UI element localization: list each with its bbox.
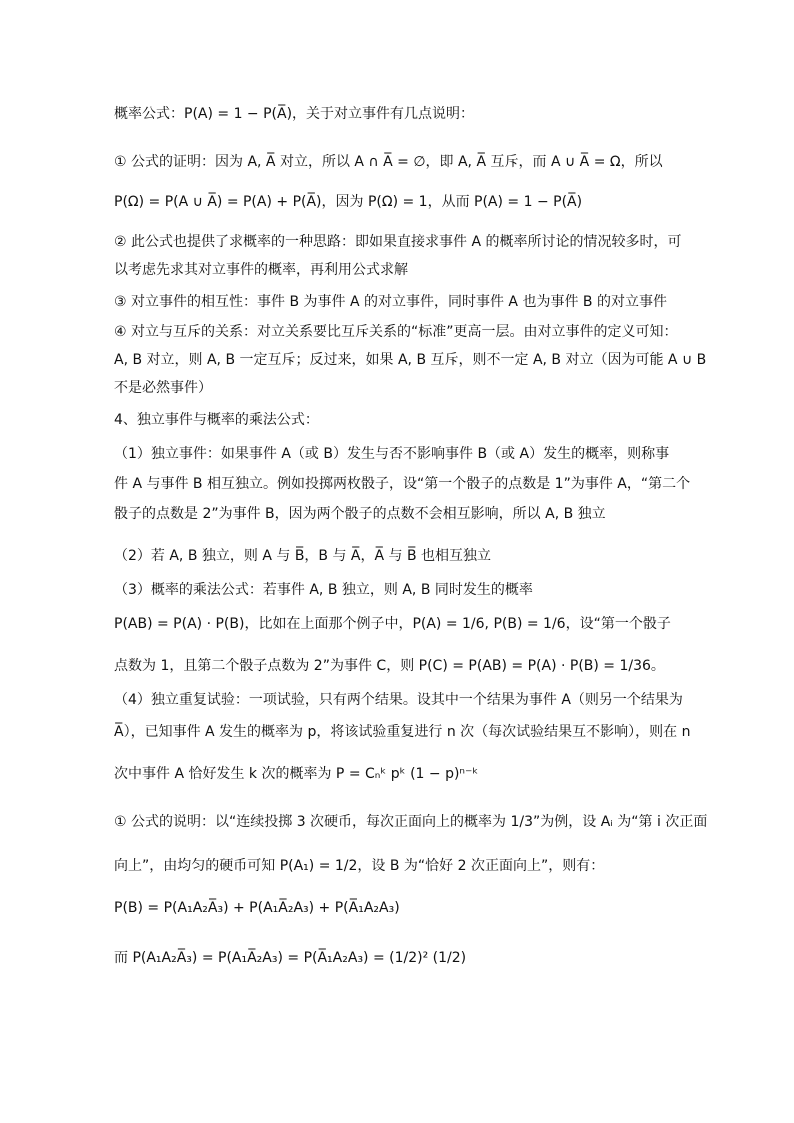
- text-line: （4）独立重复试验：一项试验，只有两个结果。设其中一个结果为事件 A（则另一个结果为: [114, 692, 683, 708]
- text-line: 以考虑先求其对立事件的概率，再利用公式求解: [114, 262, 408, 278]
- text-line: 概率公式：P(A) = 1 − P(A̅)，关于对立事件有几点说明：: [114, 106, 475, 122]
- formula-line: ① 公式的说明：以“连续投掷 3 次硬币，每次正面向上的概率为 1/3”为例，设 Aᵢ 为“第 i 次正面: [114, 814, 708, 830]
- text-line: A̅），已知事件 A 发生的概率为 p，将该试验重复进行 n 次（每次试验结果互不影响），则在 n: [114, 724, 691, 740]
- text-line: 件 A 与事件 B 相互独立。例如投掷两枚骰子，设“第一个骰子的点数是 1”为事件 A，“第二个: [114, 476, 691, 492]
- text-line: ① 公式的证明：因为 A, A̅ 对立，所以 A ∩ A̅ = ∅，即 A, A̅ 互斥，而 A ∪ A̅ = Ω，所以: [114, 154, 663, 170]
- text-line: （2）若 A, B 独立，则 A 与 B̅，B 与 A̅，A̅ 与 B̅ 也相互独立: [114, 548, 492, 564]
- formula-line: 向上”，由均匀的硬币可知 P(A₁) = 1/2，设 B 为“恰好 2 次正面向上”，则有：: [114, 858, 605, 874]
- text-line: 骰子的点数是 2”为事件 B，因为两个骰子的点数不会相互影响，所以 A, B 独立: [114, 506, 606, 522]
- text-line: （1）独立事件：如果事件 A（或 B）发生与否不影响事件 B（或 A）发生的概率，则称事: [114, 446, 670, 462]
- text-line: A, B 对立，则 A, B 一定互斥；反过来，如果 A, B 互斥，则不一定 A, B 对立（因为可能 A ∪ B: [114, 352, 707, 368]
- formula-line: 而 P(A₁A₂A̅₃) = P(A₁A̅₂A₃) = P(A̅₁A₂A₃) = (1/2)² (1/2): [114, 950, 467, 966]
- section-heading: 4、独立事件与概率的乘法公式：: [114, 412, 319, 428]
- text-line: P(Ω) = P(A ∪ A̅) = P(A) + P(A̅)，因为 P(Ω) = 1，从而 P(A) = 1 − P(A̅): [114, 194, 583, 210]
- text-line: （3）概率的乘法公式：若事件 A, B 独立，则 A, B 同时发生的概率: [114, 582, 533, 598]
- text-line: ③ 对立事件的相互性：事件 B 为事件 A 的对立事件，同时事件 A 也为事件 B 的对立事件: [114, 294, 667, 310]
- text-line: ② 此公式也提供了求概率的一种思路：即如果直接求事件 A 的概率所讨论的情况较多时，可: [114, 234, 682, 250]
- text-line: ④ 对立与互斥的关系：对立关系要比互斥关系的“标准”更高一层。由对立事件的定义可知：: [114, 324, 678, 340]
- formula-line: P(AB) = P(A) · P(B)，比如在上面那个例子中，P(A) = 1/6, P(B) = 1/6，设“第一个骰子: [114, 616, 671, 632]
- formula-line: 点数为 1，且第二个骰子点数为 2”为事件 C，则 P(C) = P(AB) = P(A) · P(B) = 1/36。: [114, 658, 665, 674]
- formula-line: P(B) = P(A₁A₂A̅₃) + P(A₁A̅₂A₃) + P(A̅₁A₂A₃): [114, 900, 400, 916]
- formula-line: 次中事件 A 恰好发生 k 次的概率为 P = Cₙᵏ pᵏ (1 − p)ⁿ⁻ᵏ: [114, 766, 479, 782]
- text-line: 不是必然事件）: [114, 380, 212, 396]
